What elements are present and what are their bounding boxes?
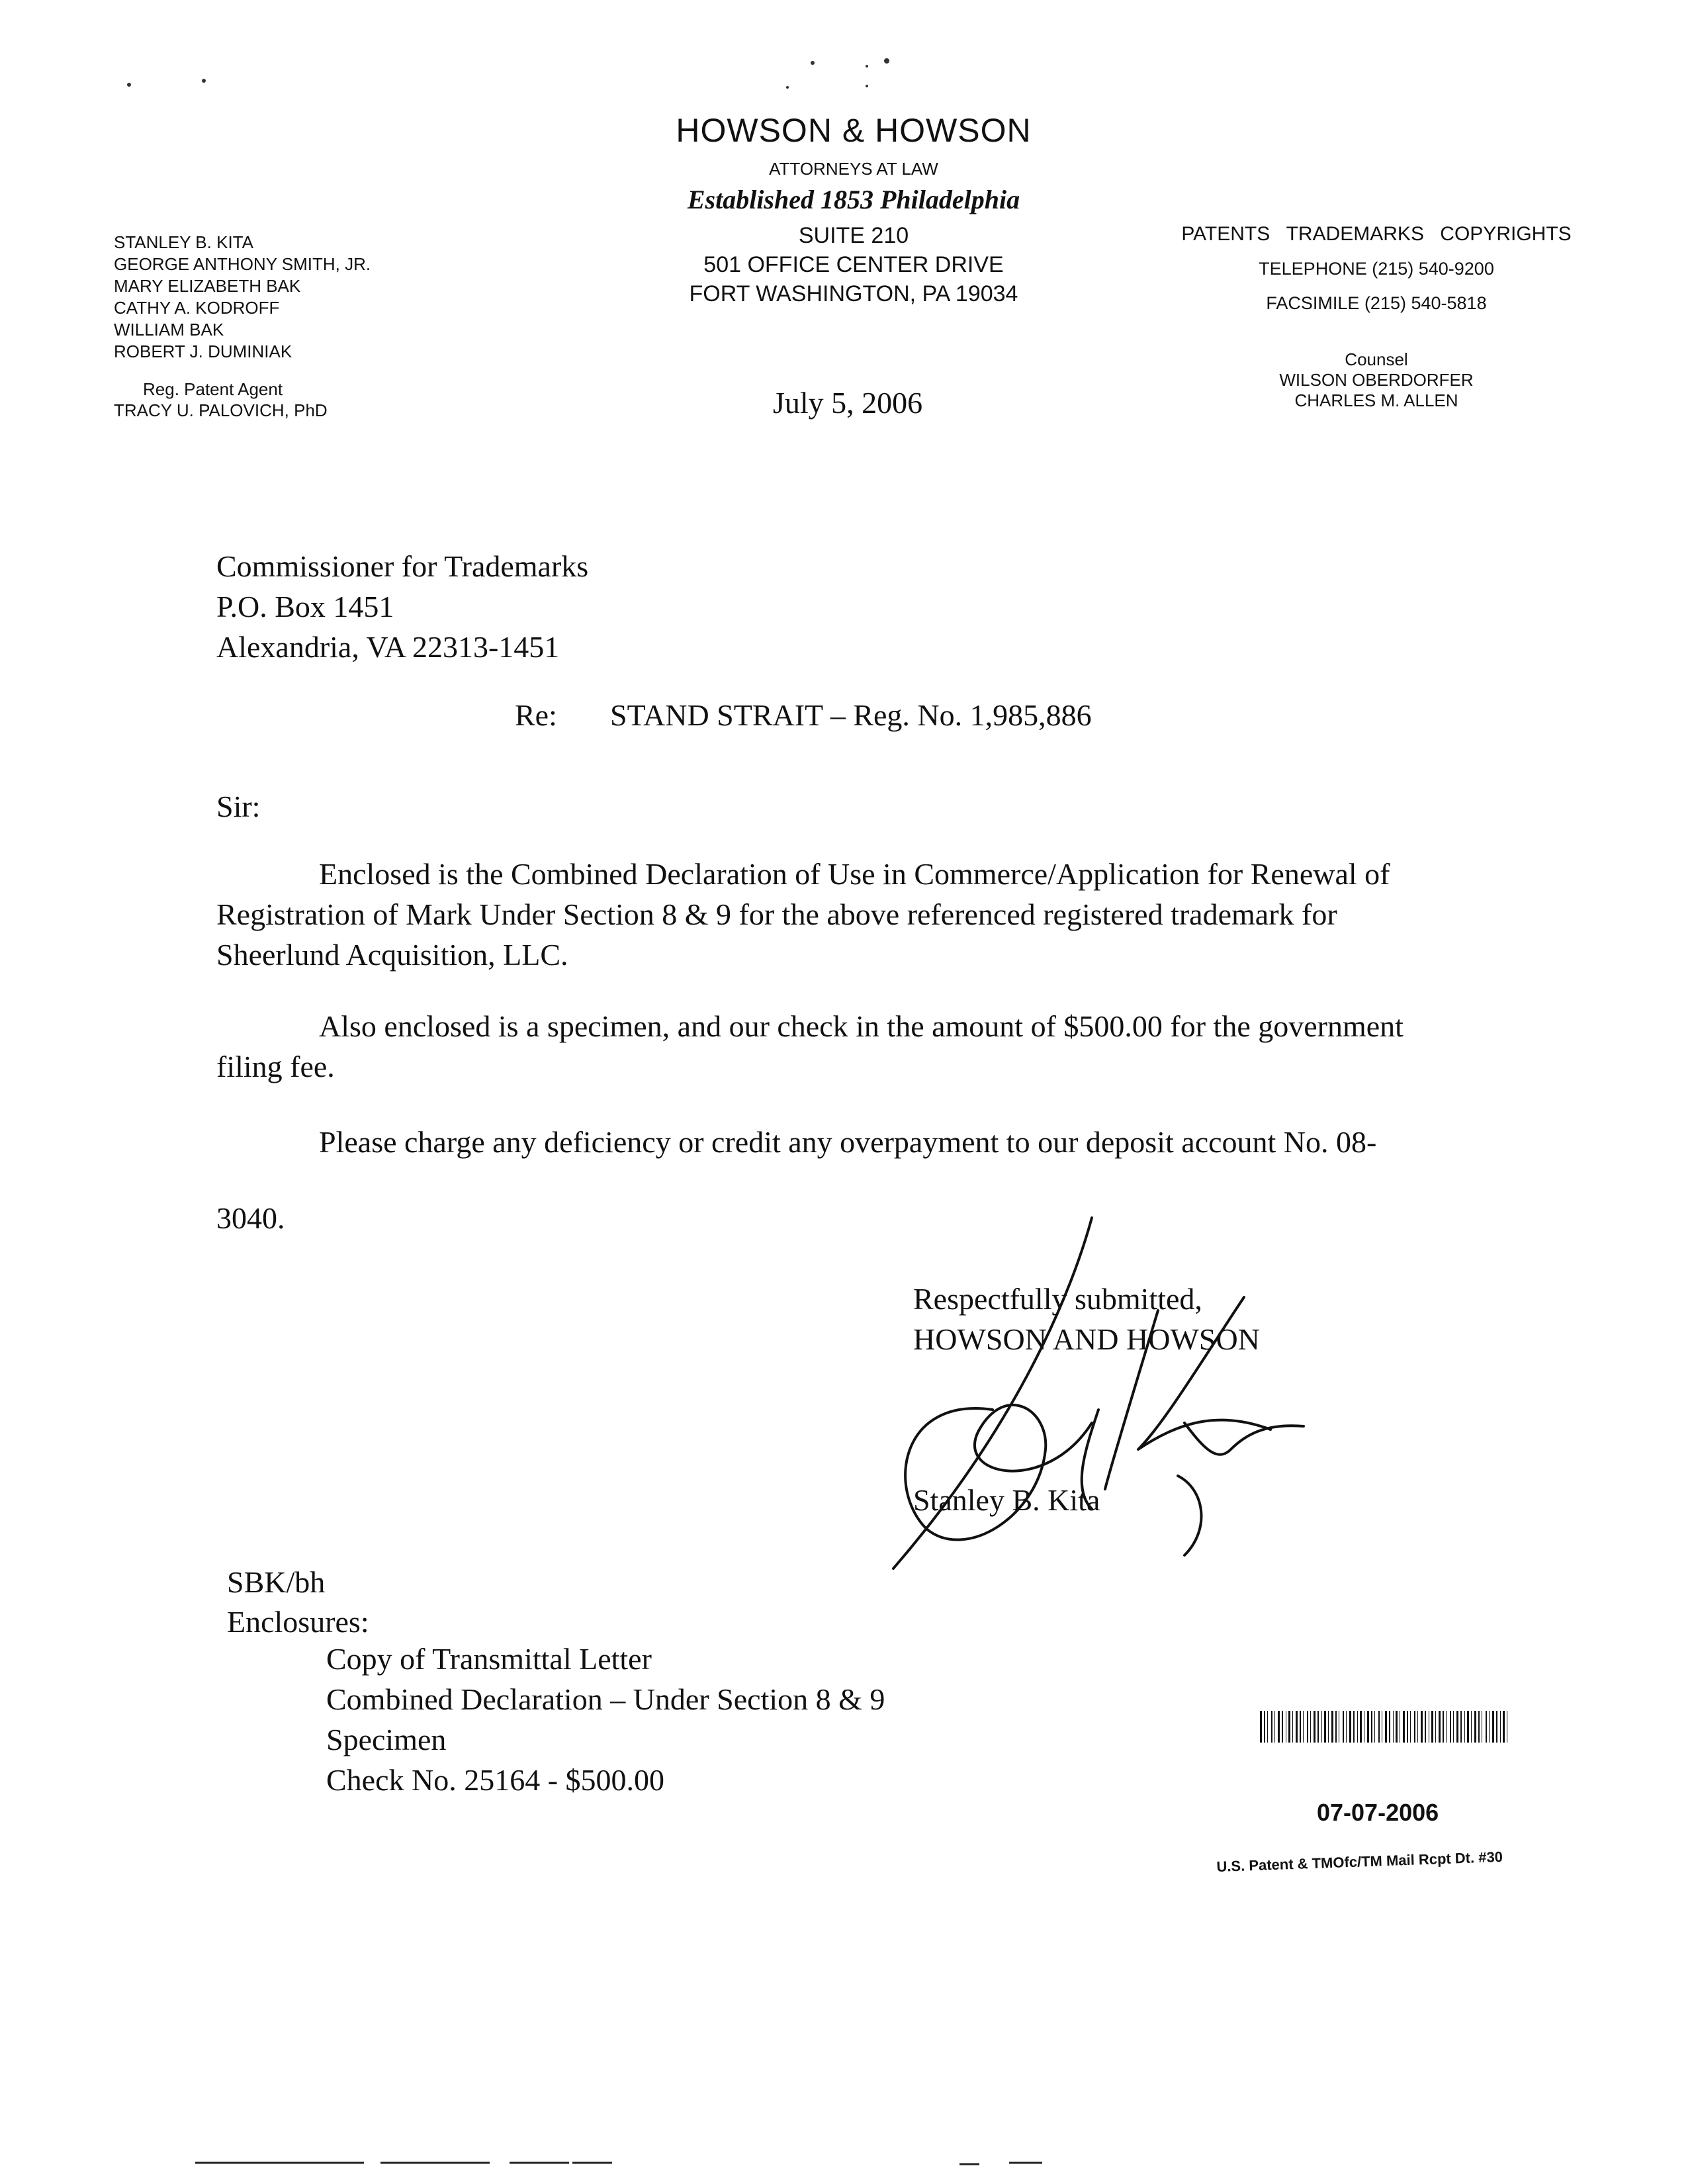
deposit-account-cont: 3040.	[216, 1201, 285, 1235]
patent-agent-label: Reg. Patent Agent	[143, 379, 283, 399]
services-line	[1165, 221, 1588, 248]
letter-date: July 5, 2006	[773, 386, 923, 420]
barcode-bar	[1435, 1711, 1436, 1743]
barcode-bar	[1446, 1711, 1447, 1743]
partner-name: CATHY A. KODROFF	[114, 298, 280, 318]
partner-list	[114, 232, 371, 363]
barcode-bar	[1321, 1711, 1322, 1743]
barcode-bar	[1486, 1711, 1487, 1743]
barcode-bar	[1410, 1711, 1411, 1743]
barcode-bar	[1349, 1711, 1351, 1743]
recipient-line: P.O. Box 1451	[216, 590, 394, 623]
re-text: STAND STRAIT – Reg. No. 1,985,886	[610, 698, 1092, 732]
barcode-bar	[1450, 1711, 1451, 1743]
firm-address-line: 501 OFFICE CENTER DRIVE	[703, 252, 1004, 277]
barcode-bar	[1278, 1711, 1280, 1743]
paragraph-line: Also enclosed is a specimen, and our check in the amount of $500.00 for the government	[319, 1009, 1404, 1043]
paragraph-line: Sheerlund Acquisition, LLC.	[216, 938, 568, 972]
counsel-block	[1231, 349, 1522, 411]
paragraph-line: filing fee.	[216, 1050, 335, 1083]
firm-address-line: FORT WASHINGTON, PA 19034	[689, 281, 1018, 306]
recipient-line: Commissioner for Trademarks	[216, 549, 589, 583]
paragraph-enclosed	[216, 854, 1513, 975]
enclosures-label: Enclosures:	[227, 1605, 369, 1639]
salutation: Sir:	[216, 790, 261, 823]
barcode-bar	[1367, 1711, 1369, 1743]
barcode-bar	[1317, 1711, 1319, 1743]
barcode-bar	[1274, 1711, 1275, 1743]
barcode-bar	[1407, 1711, 1408, 1743]
barcode-bar	[1288, 1711, 1290, 1743]
firm-address	[635, 221, 1072, 308]
receipt-note: U.S. Patent & TMOfc/TM Mail Rcpt Dt. #30	[1216, 1848, 1503, 1875]
telephone: TELEPHONE (215) 540-9200	[1259, 259, 1494, 279]
enclosure-item: Copy of Transmittal Letter	[326, 1642, 652, 1676]
barcode-bar	[1292, 1711, 1293, 1743]
paragraph-line: Enclosed is the Combined Declaration of Use in Commerce/Application for Renewal of	[319, 857, 1390, 891]
recipient-address	[216, 546, 588, 667]
barcode-bar	[1464, 1711, 1465, 1743]
handwritten-signature	[873, 1211, 1350, 1582]
barcode-bar	[1474, 1711, 1476, 1743]
firm-subtitle: ATTORNEYS AT LAW	[769, 159, 938, 179]
barcode-bar	[1385, 1711, 1387, 1743]
paragraph-line: Please charge any deficiency or credit any overpayment to our deposit account No. 08-	[319, 1125, 1377, 1159]
paragraph-specimen	[216, 1006, 1513, 1087]
barcode-bar	[1282, 1711, 1283, 1743]
barcode-bar	[1478, 1711, 1480, 1743]
enclosures-list	[326, 1639, 885, 1800]
barcode-bar	[1417, 1711, 1418, 1743]
barcode-bar	[1500, 1711, 1501, 1743]
barcode	[1260, 1711, 1511, 1743]
partner-name: WILLIAM BAK	[114, 320, 224, 340]
counsel-label: Counsel	[1345, 349, 1408, 369]
enclosure-item: Check No. 25164 - $500.00	[326, 1763, 665, 1797]
typist-initials: SBK/bh	[227, 1565, 326, 1599]
counsel-name: WILSON OBERDORFER	[1279, 370, 1474, 390]
barcode-bar	[1389, 1711, 1390, 1743]
barcode-bar	[1425, 1711, 1426, 1743]
recipient-line: Alexandria, VA 22313-1451	[216, 630, 560, 664]
barcode-bar	[1267, 1711, 1268, 1743]
barcode-bar	[1343, 1711, 1344, 1743]
barcode-bar	[1503, 1711, 1505, 1743]
enclosure-item: Specimen	[326, 1723, 447, 1756]
closing-firm: HOWSON AND HOWSON	[913, 1322, 1260, 1356]
barcode-bar	[1471, 1711, 1472, 1743]
barcode-bar	[1357, 1711, 1358, 1743]
barcode-bar	[1374, 1711, 1375, 1743]
service-item: COPYRIGHTS	[1440, 223, 1572, 245]
barcode-bar	[1492, 1711, 1494, 1743]
barcode-bar	[1271, 1711, 1272, 1743]
patent-agent	[114, 379, 328, 421]
barcode-bar	[1496, 1711, 1497, 1743]
barcode-bar	[1310, 1711, 1311, 1743]
signer-name: Stanley B. Kita	[913, 1483, 1100, 1517]
barcode-bar	[1296, 1711, 1298, 1743]
barcode-bar	[1443, 1711, 1444, 1743]
barcode-bar	[1396, 1711, 1398, 1743]
closing-line: Respectfully submitted,	[913, 1282, 1202, 1316]
barcode-bar	[1421, 1711, 1423, 1743]
paragraph-deposit	[216, 1122, 1513, 1162]
barcode-bar	[1300, 1711, 1301, 1743]
barcode-bar	[1346, 1711, 1347, 1743]
enclosure-item: Combined Declaration – Under Section 8 & 9	[326, 1682, 885, 1716]
barcode-bar	[1324, 1711, 1326, 1743]
paragraph-line: Registration of Mark Under Section 8 & 9 for the above referenced registered trademark for	[216, 897, 1337, 931]
barcode-bar	[1456, 1711, 1458, 1743]
barcode-bar	[1371, 1711, 1372, 1743]
barcode-bar	[1378, 1711, 1380, 1743]
practice-areas	[1165, 221, 1588, 316]
firm-address-line: SUITE 210	[798, 223, 909, 248]
firm-name: HOWSON & HOWSON	[676, 112, 1032, 149]
barcode-bar	[1453, 1711, 1454, 1743]
subject-line	[515, 695, 1092, 735]
barcode-bar	[1264, 1711, 1265, 1743]
barcode-bar	[1331, 1711, 1333, 1743]
barcode-bar	[1439, 1711, 1441, 1743]
service-item: PATENTS	[1181, 223, 1270, 245]
barcode-bar	[1353, 1711, 1355, 1743]
counsel-name: CHARLES M. ALLEN	[1294, 390, 1458, 410]
barcode-bar	[1431, 1711, 1433, 1743]
barcode-bar	[1303, 1711, 1304, 1743]
barcode-bar	[1467, 1711, 1469, 1743]
service-item: TRADEMARKS	[1286, 223, 1424, 245]
barcode-bar	[1335, 1711, 1337, 1743]
barcode-bar	[1460, 1711, 1462, 1743]
barcode-bar	[1393, 1711, 1394, 1743]
barcode-bar	[1414, 1711, 1415, 1743]
barcode-bar	[1328, 1711, 1329, 1743]
re-label: Re:	[515, 698, 557, 732]
receipt-date: 07-07-2006	[1317, 1799, 1439, 1826]
partner-name: GEORGE ANTHONY SMITH, JR.	[114, 254, 371, 274]
firm-established: Established 1853 Philadelphia	[687, 185, 1020, 214]
barcode-bar	[1314, 1711, 1315, 1743]
partner-name: STANLEY B. KITA	[114, 232, 253, 252]
patent-agent-name: TRACY U. PALOVICH, PhD	[114, 400, 328, 420]
barcode-bar	[1260, 1711, 1262, 1743]
barcode-bar	[1360, 1711, 1362, 1743]
barcode-bar	[1489, 1711, 1490, 1743]
partner-name: ROBERT J. DUMINIAK	[114, 341, 292, 361]
facsimile: FACSIMILE (215) 540-5818	[1266, 293, 1487, 313]
partner-name: MARY ELIZABETH BAK	[114, 276, 301, 296]
barcode-bar	[1307, 1711, 1308, 1743]
barcode-bar	[1403, 1711, 1405, 1743]
